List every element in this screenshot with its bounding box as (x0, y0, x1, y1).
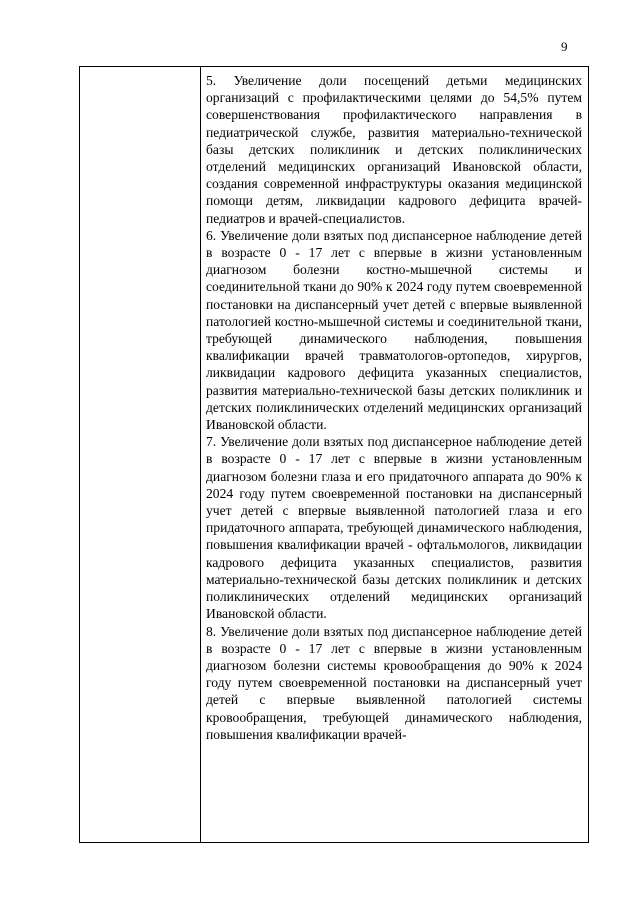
paragraph-item-7: 7. Увеличение доли взятых под диспансерное наблюдение детей в возрасте 0 - 17 лет с впервые в жизни установленным диагнозом болезни глаза и его придаточного аппарата до 90% к 2024 году путем своевременной постановки на диспансерный учет детей с впервые выявленной патологией глаза и его придаточного аппарата, требующей динамического наблюдения, повышения квалификации врачей - офтальмологов, ликвидации кадрового дефицита указанных специалистов, развития материально-технической базы детских поликлиник и детских поликлинических отделений медицинских организаций Ивановской области. (206, 434, 582, 622)
table-left-cell (80, 67, 201, 842)
page-number: 9 (561, 39, 568, 54)
paragraph-item-6: 6. Увеличение доли взятых под диспансерное наблюдение детей в возрасте 0 - 17 лет с впервые в жизни установленным диагнозом болезни костно-мышечной системы и соединительной ткани до 90% к 2024 году путем своевременной постановки на диспансерный учет детей с впервые выявленной патологией костно-мышечной системы и соединительной ткани, требующей динамического наблюдения, повышения квалификации врачей травматологов-ортопедов, хирургов, ликвидации кадрового дефицита указанных специалистов, развития материально-технической базы детских поликлиник и детских поликлинических отделений медицинских организаций Ивановской области. (206, 227, 582, 433)
document-table (79, 66, 589, 843)
paragraph-item-5: 5. Увеличение доли посещений детьми медицинских организаций с профилактическими целями до 54,5% путем совершенствования профилактического направления в педиатрической службе, развития материально-технической базы детских поликлиник и детских поликлинических отделений медицинских организаций Ивановской области, создания современной инфраструктуры оказания медицинской помощи детям, ликвидации кадрового дефицита врачей-педиатров и врачей-специалистов. (206, 73, 582, 226)
paragraph-item-8: 8. Увеличение доли взятых под диспансерное наблюдение детей в возрасте 0 - 17 лет с впервые в жизни установленным диагнозом болезни системы кровообращения до 90% к 2024 году путем своевременной постановки на диспансерный учет детей с впервые выявленной патологией системы кровообращения, требующей динамического наблюдения, повышения квалификации врачей- (206, 623, 582, 742)
table-right-cell (201, 67, 588, 842)
